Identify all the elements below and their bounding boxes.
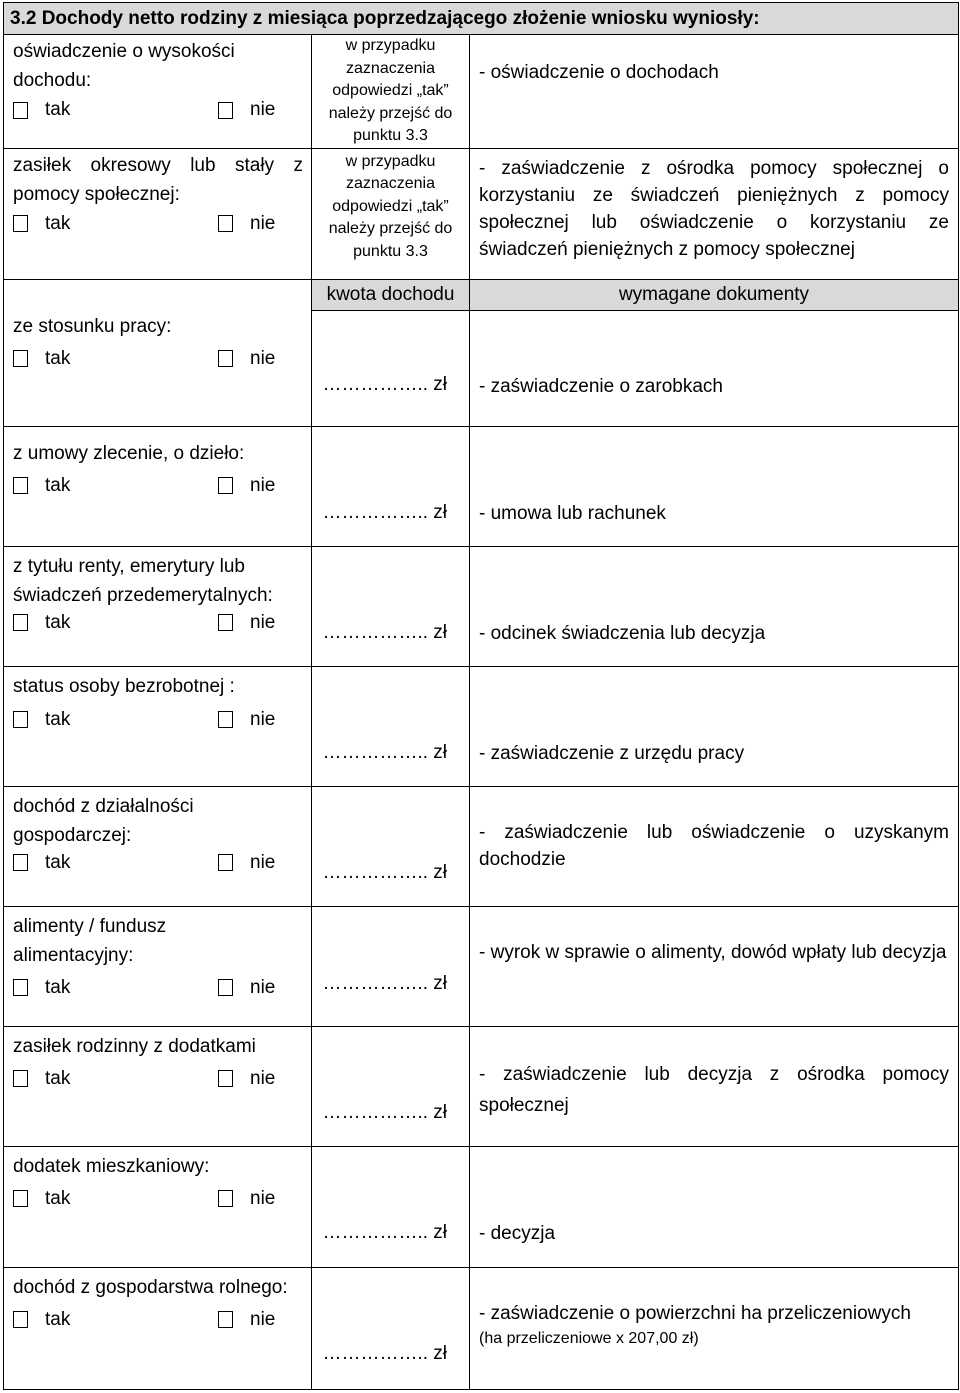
required-document: - decyzja	[479, 1222, 556, 1244]
required-document: - oświadczenie o dochodach	[479, 62, 719, 83]
document-cell	[470, 546, 959, 666]
no-option[interactable]: nie	[218, 209, 275, 239]
yes-option[interactable]: tak	[13, 1305, 218, 1335]
section-title: 3.2 Dochody netto rodziny z miesiąca poprzedzającego złożenie wniosku wyniosły:	[4, 3, 959, 35]
checkbox[interactable]	[218, 102, 233, 119]
question-label: dochód z gospodarstwa rolnego:	[13, 1276, 288, 1298]
amount-field[interactable]: …………….. zł	[322, 972, 447, 994]
yes-option[interactable]: tak	[13, 848, 218, 878]
question-cell	[4, 546, 312, 666]
table-row	[4, 279, 959, 426]
document-cell	[470, 279, 959, 426]
amount-cell	[312, 426, 470, 546]
table-row	[4, 426, 959, 546]
checkbox[interactable]	[218, 350, 233, 367]
checkbox[interactable]	[218, 614, 233, 631]
checkbox[interactable]	[218, 979, 233, 996]
yes-no-options	[13, 608, 303, 638]
note-cell	[312, 148, 470, 279]
document-cell	[470, 1146, 959, 1267]
question-cell	[4, 279, 312, 426]
yes-no-options	[13, 344, 303, 374]
yes-no-options	[13, 1184, 303, 1214]
amount-cell	[312, 546, 470, 666]
yes-no-options	[13, 209, 303, 239]
no-option[interactable]: nie	[218, 95, 275, 125]
yes-option[interactable]: tak	[13, 344, 218, 374]
checkbox[interactable]	[218, 477, 233, 494]
checkbox[interactable]	[218, 215, 233, 232]
question-label: status osoby bezrobotnej :	[13, 675, 235, 697]
no-option[interactable]: nie	[218, 705, 275, 735]
no-option[interactable]: nie	[218, 344, 275, 374]
checkbox[interactable]	[13, 854, 28, 871]
document-cell	[470, 666, 959, 786]
no-option[interactable]: nie	[218, 973, 275, 1003]
yes-option[interactable]: tak	[13, 705, 218, 735]
note-cell	[312, 35, 470, 149]
required-document: - zaświadczenie lub oświadczenie o uzyskanym dochodzie	[479, 821, 949, 870]
yes-no-options	[13, 973, 303, 1003]
checkbox[interactable]	[218, 1190, 233, 1207]
table-row	[4, 1267, 959, 1389]
checkbox[interactable]	[13, 102, 28, 119]
amount-cell	[312, 279, 470, 426]
document-cell	[470, 906, 959, 1026]
checkbox[interactable]	[13, 477, 28, 494]
table-row	[4, 1146, 959, 1267]
yes-no-options	[13, 95, 303, 125]
yes-option[interactable]: tak	[13, 1184, 218, 1214]
question-cell	[4, 906, 312, 1026]
question-label: dodatek mieszkaniowy:	[13, 1155, 210, 1177]
required-document: - zaświadczenie z urzędu pracy	[479, 742, 745, 764]
yes-option[interactable]: tak	[13, 973, 218, 1003]
table-row	[4, 666, 959, 786]
question-label: alimenty / fundusz alimentacyjny:	[13, 915, 167, 966]
document-cell	[470, 1267, 959, 1389]
amount-field[interactable]: …………….. zł	[322, 861, 447, 883]
yes-no-options	[13, 1305, 303, 1335]
question-label: dochód z działalności gospodarczej:	[13, 795, 194, 846]
checkbox[interactable]	[13, 1190, 28, 1207]
no-option[interactable]: nie	[218, 1305, 275, 1335]
question-cell	[4, 35, 312, 149]
table-row	[4, 546, 959, 666]
required-document: - zaświadczenie o zarobkach	[479, 375, 723, 397]
checkbox[interactable]	[218, 1070, 233, 1087]
question-cell	[4, 786, 312, 906]
checkbox[interactable]	[218, 711, 233, 728]
amount-field[interactable]: …………….. zł	[322, 1342, 447, 1364]
yes-no-options	[13, 1064, 303, 1094]
document-cell	[470, 35, 959, 149]
required-document: - odcinek świadczenia lub decyzja	[479, 622, 766, 644]
amount-field[interactable]: …………….. zł	[322, 1101, 447, 1123]
no-option[interactable]: nie	[218, 471, 275, 501]
no-option[interactable]: nie	[218, 608, 275, 638]
required-document: - zaświadczenie o powierzchni ha przeliczeniowych	[479, 1302, 911, 1324]
checkbox[interactable]	[218, 854, 233, 871]
yes-option[interactable]: tak	[13, 95, 218, 125]
amount-cell	[312, 666, 470, 786]
checkbox[interactable]	[13, 350, 28, 367]
document-cell	[470, 426, 959, 546]
yes-no-options	[13, 848, 303, 878]
question-cell	[4, 1146, 312, 1267]
question-label: zasiłek rodzinny z dodatkami	[13, 1035, 256, 1057]
no-option[interactable]: nie	[218, 1184, 275, 1214]
amount-field[interactable]: …………….. zł	[322, 373, 447, 395]
required-document: - umowa lub rachunek	[479, 502, 666, 524]
amount-field[interactable]: …………….. zł	[322, 501, 447, 523]
yes-option[interactable]: tak	[13, 209, 218, 239]
amount-cell	[312, 906, 470, 1026]
checkbox[interactable]	[13, 979, 28, 996]
yes-no-options	[13, 705, 303, 735]
question-label: z umowy zlecenie, o dzieło:	[13, 442, 245, 464]
amount-cell	[312, 786, 470, 906]
yes-option[interactable]: tak	[13, 471, 218, 501]
table-row	[4, 148, 959, 279]
question-label: zasiłek okresowy lub stały z pomocy społecznej:	[13, 154, 303, 205]
document-cell	[470, 148, 959, 279]
required-document: - wyrok w sprawie o alimenty, dowód wpłaty lub decyzja	[479, 941, 947, 963]
go-to-note: w przypadku zaznaczenia odpowiedzi „tak” należy przejść do punktu 3.3	[328, 152, 453, 260]
document-cell	[470, 1026, 959, 1146]
amount-cell	[312, 1146, 470, 1267]
checkbox[interactable]	[13, 1070, 28, 1087]
required-document: - zaświadczenie lub decyzja z ośrodka pomocy społecznej	[479, 1063, 949, 1116]
question-label: oświadczenie o wysokości dochodu:	[13, 41, 235, 91]
checkbox[interactable]	[13, 1311, 28, 1328]
no-option[interactable]: nie	[218, 848, 275, 878]
checkbox[interactable]	[13, 215, 28, 232]
checkbox[interactable]	[13, 711, 28, 728]
required-document: - zaświadczenie z ośrodka pomocy społecznej o korzystaniu ze świadczeń pieniężnych z pomocy społecznej lub oświadczenie o korzystaniu ze świadczeń pieniężnych z pomocy społecznej	[479, 157, 949, 260]
question-cell	[4, 666, 312, 786]
question-cell	[4, 1267, 312, 1389]
table-row	[4, 906, 959, 1026]
question-label: z tytułu renty, emerytury lub świadczeń przedemerytalnych:	[13, 555, 273, 606]
document-note: (ha przeliczeniowe x 207,00 zł)	[479, 1329, 699, 1347]
question-cell	[4, 426, 312, 546]
yes-no-options	[13, 471, 303, 501]
table-row	[4, 786, 959, 906]
go-to-note: w przypadku zaznaczenia odpowiedzi „tak” należy przejść do punktu 3.3	[328, 37, 453, 144]
document-cell	[470, 786, 959, 906]
question-label: ze stosunku pracy:	[13, 315, 172, 337]
table-row	[4, 1026, 959, 1146]
yes-option[interactable]: tak	[13, 608, 218, 638]
amount-field[interactable]: …………….. zł	[322, 741, 447, 763]
checkbox[interactable]	[218, 1311, 233, 1328]
no-option[interactable]: nie	[218, 1064, 275, 1094]
amount-field[interactable]: …………….. zł	[322, 621, 447, 643]
amount-column-header: kwota dochodu	[312, 280, 469, 311]
question-cell	[4, 1026, 312, 1146]
checkbox[interactable]	[13, 614, 28, 631]
income-table	[3, 2, 959, 1390]
documents-column-header: wymagane dokumenty	[470, 280, 958, 311]
amount-cell	[312, 1026, 470, 1146]
table-row	[4, 35, 959, 149]
amount-field[interactable]: …………….. zł	[322, 1221, 447, 1243]
yes-option[interactable]: tak	[13, 1064, 218, 1094]
question-cell	[4, 148, 312, 279]
amount-cell	[312, 1267, 470, 1389]
